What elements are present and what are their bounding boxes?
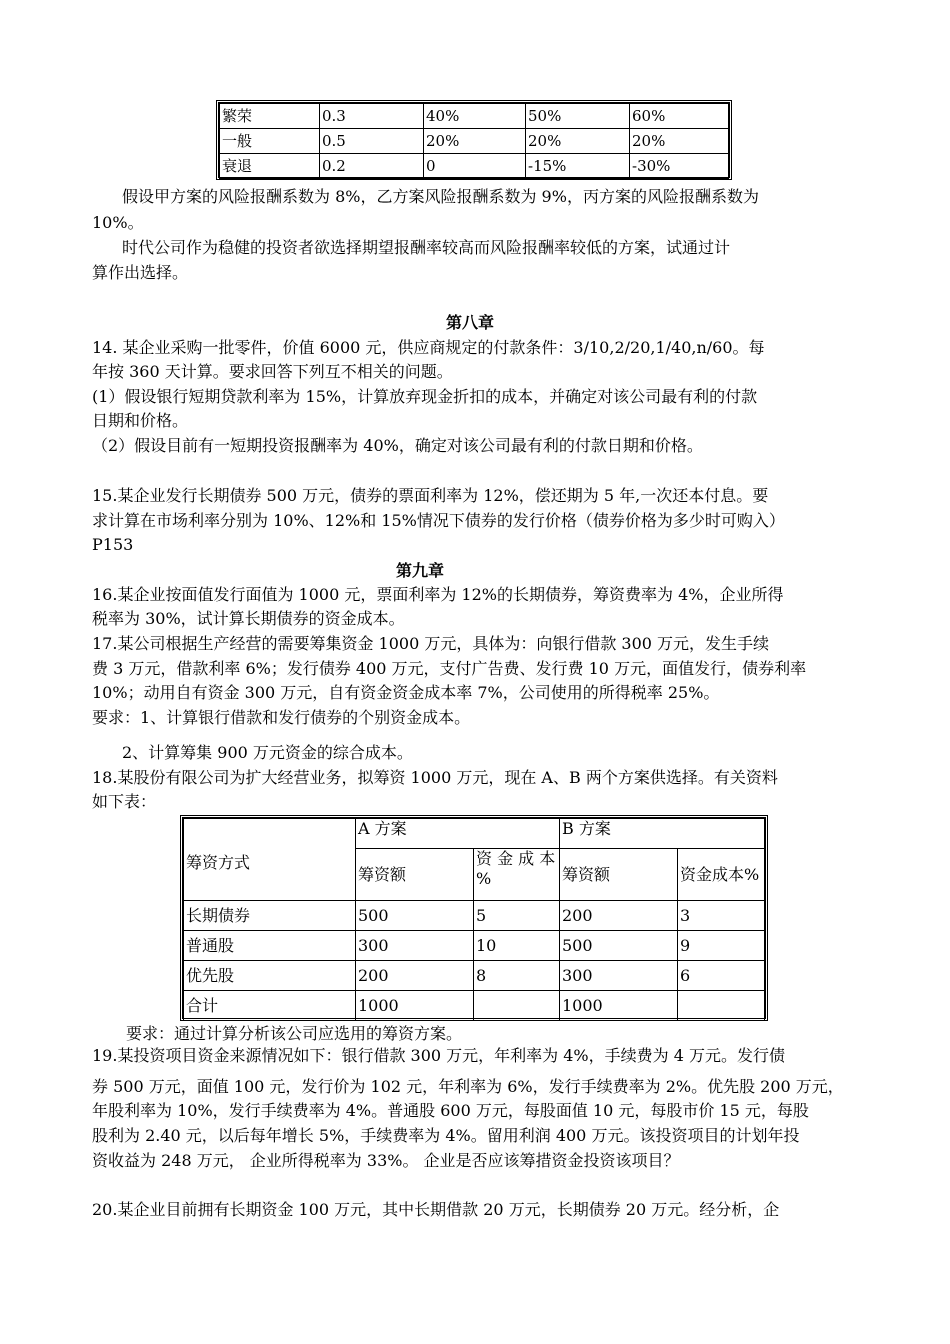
table-cell: 20%	[424, 129, 526, 154]
table-row	[184, 901, 765, 931]
paragraph-line: 算作出选择。	[92, 263, 189, 282]
table-row	[220, 154, 729, 179]
paragraph-line: 2、计算筹集 900 万元资金的综合成本。	[122, 743, 413, 762]
table-cell: 5	[474, 901, 560, 931]
table-header-cell: 筹资额	[560, 849, 678, 901]
paragraph-line: 年股利率为 10%，发行手续费率为 4%。普通股 600 万元，每股面值 10 元，每股市价 15 元，每股	[92, 1101, 809, 1120]
chapter-8-heading: 第八章	[446, 313, 495, 332]
paragraph-line: 要求：1、计算银行借款和发行债券的个别资金成本。	[92, 708, 471, 727]
table-cell	[474, 991, 560, 1021]
paragraph-line: P153	[92, 535, 134, 554]
paragraph-line: 时代公司作为稳健的投资者欲选择期望报酬率较高而风险报酬率较低的方案，试通过计	[122, 238, 731, 257]
table-cell: 0	[424, 154, 526, 179]
table-header-cell: 资金成本%	[678, 849, 765, 901]
financing-plans-table	[180, 815, 768, 1021]
table-row	[220, 129, 729, 154]
table-row	[184, 931, 765, 961]
table-cell: 500	[560, 931, 678, 961]
table-cell: 20%	[526, 129, 630, 154]
table-cell: 0.5	[320, 129, 424, 154]
paragraph-line: 19.某投资项目资金来源情况如下：银行借款 300 万元，年利率为 4%，手续费为 4 万元。发行债	[92, 1046, 785, 1065]
paragraph-line: 如下表：	[92, 792, 157, 811]
table-cell: 普通股	[184, 931, 356, 961]
paragraph-line: 14. 某企业采购一批零件，价值 6000 元，供应商规定的付款条件：3/10,2/20,1/40,n/60。每	[92, 338, 765, 357]
table-cell: 长期债券	[184, 901, 356, 931]
table-row	[184, 819, 765, 849]
paragraph-line: 20.某企业目前拥有长期资金 100 万元，其中长期借款 20 万元，长期债券 20 万元。经分析，企	[92, 1200, 780, 1219]
paragraph-line: （2）假设目前有一短期投资报酬率为 40%，确定对该公司最有利的付款日期和价格。	[92, 436, 703, 455]
table-cell: 1000	[560, 991, 678, 1021]
paragraph-line: 税率为 30%，试计算长期债券的资金成本。	[92, 609, 405, 628]
table-header-cell: 筹资方式	[184, 819, 356, 901]
table-cell: 1000	[356, 991, 474, 1021]
table-cell	[678, 991, 765, 1021]
table-cell: 0.3	[320, 104, 424, 129]
table-cell: 优先股	[184, 961, 356, 991]
table-cell: -15%	[526, 154, 630, 179]
table-cell: 300	[356, 931, 474, 961]
paragraph-line: 假设甲方案的风险报酬系数为 8%，乙方案风险报酬系数为 9%，丙方案的风险报酬系数为	[122, 187, 759, 206]
paragraph-line: 券 500 万元，面值 100 元，发行价为 102 元，年利率为 6%，发行手续费率为 2%。优先股 200 万元，	[92, 1077, 844, 1096]
table-cell: 3	[678, 901, 765, 931]
paragraph-line: 要求：通过计算分析该公司应选用的筹资方案。	[126, 1024, 463, 1043]
table-cell: 一般	[220, 129, 320, 154]
return-distribution-table	[216, 100, 732, 180]
table-header-cell: B 方案	[560, 819, 765, 849]
paragraph-line: 资收益为 248 万元， 企业所得税率为 33%。 企业是否应该筹措资金投资该项目？	[92, 1151, 680, 1170]
table-cell: 200	[560, 901, 678, 931]
paragraph-line: 年按 360 天计算。要求回答下列互不相关的问题。	[92, 362, 453, 381]
paragraph-line: 17.某公司根据生产经营的需要筹集资金 1000 万元，具体为：向银行借款 300 万元，发生手续	[92, 634, 770, 653]
table-cell: 20%	[630, 129, 729, 154]
table-cell: 衰退	[220, 154, 320, 179]
paragraph-line: 16.某企业按面值发行面值为 1000 元，票面利率为 12%的长期债券，筹资费率为 4%，企业所得	[92, 585, 784, 604]
table-cell: 10	[474, 931, 560, 961]
table-cell: 60%	[630, 104, 729, 129]
table-header-cell: 筹资额	[356, 849, 474, 901]
paragraph-line: 15.某企业发行长期债券 500 万元，债券的票面利率为 12%，偿还期为 5 年,一次还本付息。要	[92, 486, 769, 505]
paragraph-line: 股利为 2.40 元，以后每年增长 5%，手续费率为 4%。留用利润 400 万元。该投资项目的计划年投	[92, 1126, 800, 1145]
table-cell: 9	[678, 931, 765, 961]
table-cell: 6	[678, 961, 765, 991]
table-cell: 50%	[526, 104, 630, 129]
paragraph-line: 10%。	[92, 213, 144, 232]
table-row	[220, 104, 729, 129]
table-cell: 繁荣	[220, 104, 320, 129]
paragraph-line: (1）假设银行短期贷款利率为 15%，计算放弃现金折扣的成本，并确定对该公司最有利的付款	[92, 387, 758, 406]
table-cell: 40%	[424, 104, 526, 129]
paragraph-line: 费 3 万元，借款利率 6%；发行债券 400 万元，支付广告费、发行费 10 万元，面值发行，债券利率	[92, 659, 807, 678]
table-cell: 200	[356, 961, 474, 991]
table-cell: 0.2	[320, 154, 424, 179]
chapter-9-heading: 第九章	[396, 561, 445, 580]
table-header-cell: 资 金 成 本 %	[474, 849, 560, 901]
table-header-cell: A 方案	[356, 819, 560, 849]
table-cell: 500	[356, 901, 474, 931]
table-cell: 合计	[184, 991, 356, 1021]
table-cell: 300	[560, 961, 678, 991]
paragraph-line: 求计算在市场利率分别为 10%、12%和 15%情况下债券的发行价格（债券价格为多少时可购入）	[92, 511, 785, 530]
paragraph-line: 18.某股份有限公司为扩大经营业务，拟筹资 1000 万元，现在 A、B 两个方案供选择。有关资料	[92, 768, 778, 787]
table-row	[184, 991, 765, 1021]
table-cell: 8	[474, 961, 560, 991]
table-row	[184, 961, 765, 991]
table-cell: -30%	[630, 154, 729, 179]
paragraph-line: 10%；动用自有资金 300 万元，自有资金资金成本率 7%，公司使用的所得税率 25%。	[92, 683, 720, 702]
paragraph-line: 日期和价格。	[92, 411, 189, 430]
